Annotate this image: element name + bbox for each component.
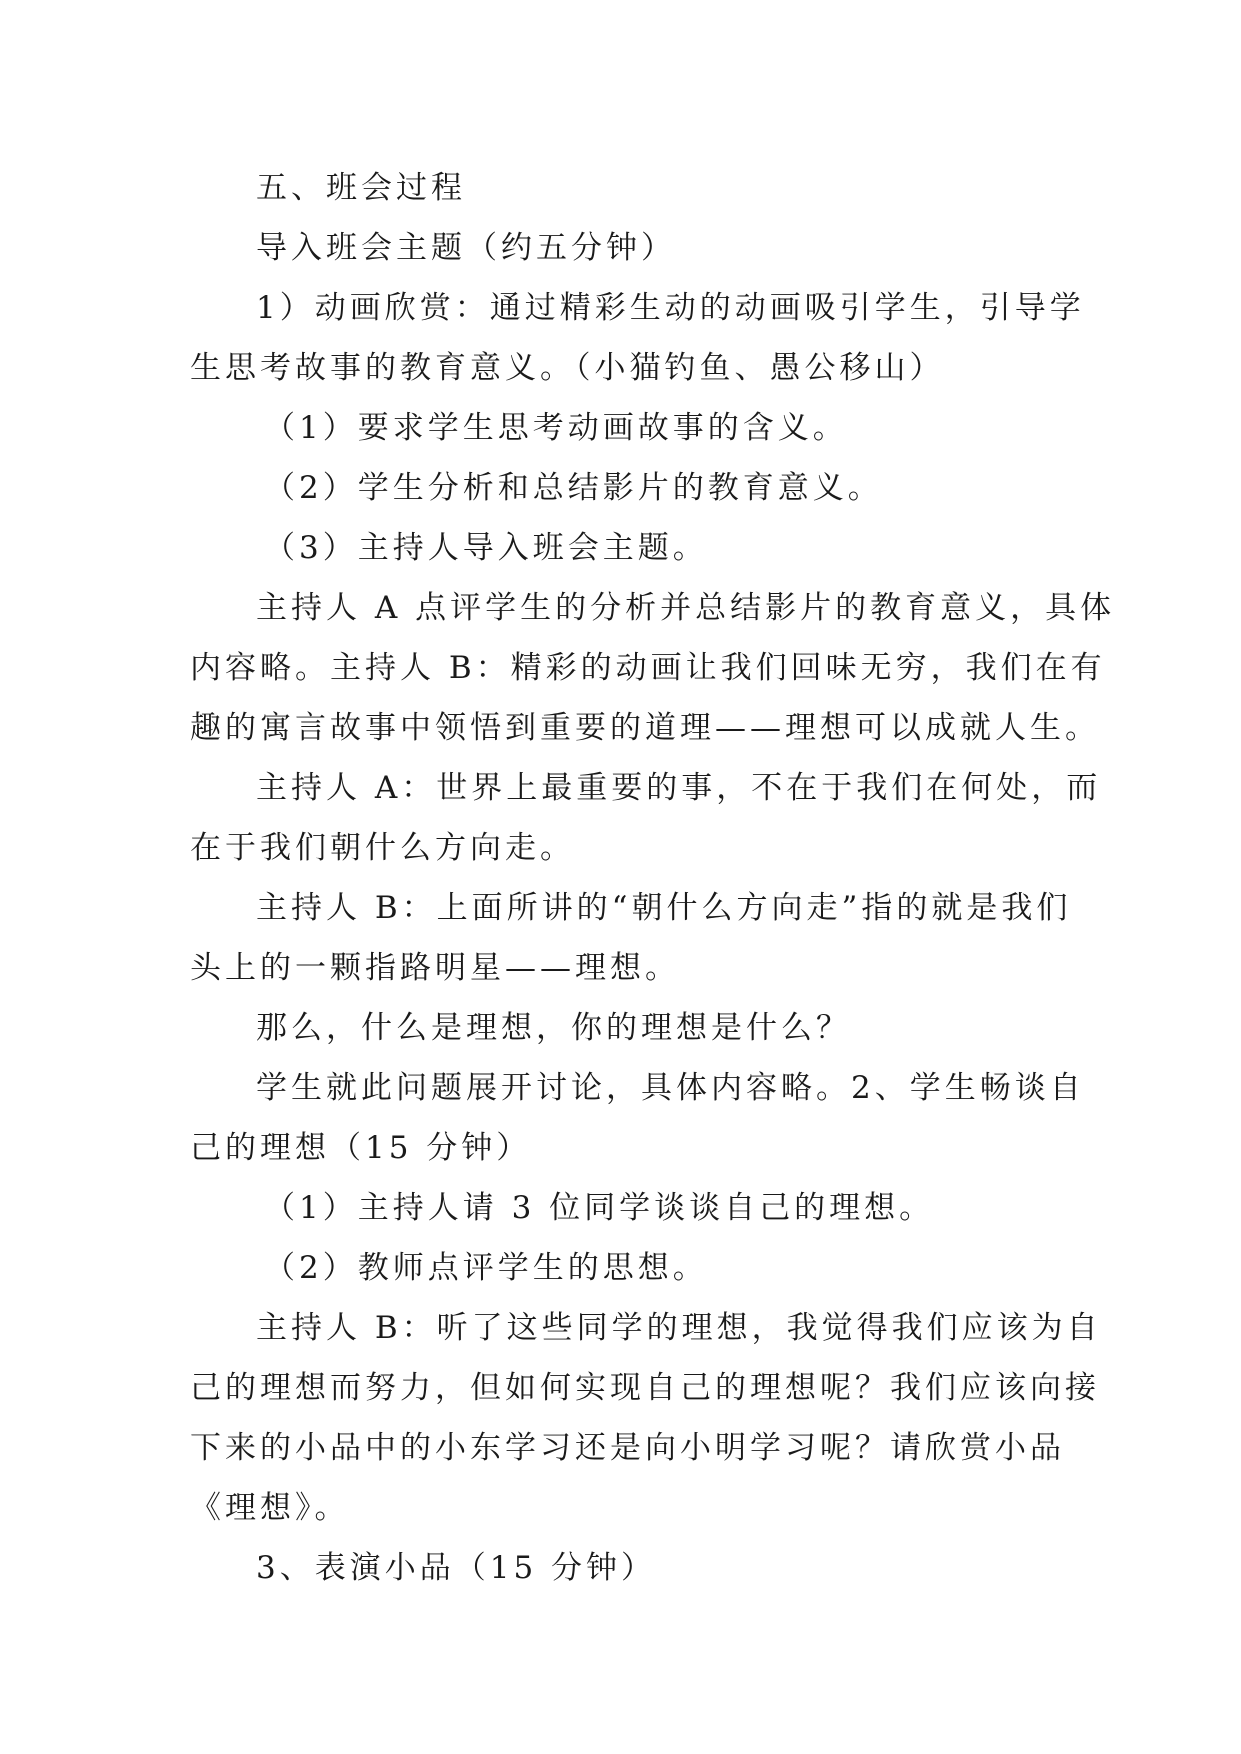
paragraph-line: 主持人 B：上面所讲的“朝什么方向走”指的就是我们 xyxy=(256,890,1072,926)
paragraph-line: 生思考故事的教育意义。（小猫钓鱼、愚公移山） xyxy=(190,350,945,386)
paragraph-line: 《理想》。 xyxy=(190,1490,350,1526)
list-item: （1）主持人请 3 位同学谈谈自己的理想。 xyxy=(264,1190,935,1226)
paragraph-line: 学生就此问题展开讨论，具体内容略。2、学生畅谈自 xyxy=(256,1070,1085,1106)
list-item: （2）教师点评学生的思想。 xyxy=(264,1250,708,1286)
section-heading: 五、班会过程 xyxy=(256,170,466,206)
paragraph-line: 己的理想而努力，但如何实现自己的理想呢？我们应该向接 xyxy=(190,1370,1100,1406)
paragraph-line: 主持人 A 点评学生的分析并总结影片的教育意义，具体 xyxy=(256,590,1116,626)
paragraph-line: 主持人 B：听了这些同学的理想，我觉得我们应该为自 xyxy=(256,1310,1102,1346)
paragraph-line: 趣的寓言故事中领悟到重要的道理——理想可以成就人生。 xyxy=(190,710,1100,746)
list-item: （2）学生分析和总结影片的教育意义。 xyxy=(264,470,883,506)
paragraph-line: 内容略。主持人 B：精彩的动画让我们回味无穷，我们在有 xyxy=(190,650,1106,686)
list-item: （1）要求学生思考动画故事的含义。 xyxy=(264,410,848,446)
paragraph-line: 在于我们朝什么方向走。 xyxy=(190,830,575,866)
document-body xyxy=(190,158,1116,1598)
paragraph-line: 己的理想（15 分钟） xyxy=(190,1130,532,1166)
paragraph-line: 1）动画欣赏：通过精彩生动的动画吸引学生，引导学 xyxy=(256,290,1085,326)
section-heading: 3、表演小品（15 分钟） xyxy=(256,1550,657,1586)
list-item: （3）主持人导入班会主题。 xyxy=(264,530,708,566)
paragraph-line: 那么，什么是理想，你的理想是什么？ xyxy=(256,1010,851,1046)
paragraph-line: 下来的小品中的小东学习还是向小明学习呢？请欣赏小品 xyxy=(190,1430,1065,1466)
paragraph-line: 头上的一颗指路明星——理想。 xyxy=(190,950,680,986)
paragraph-line: 主持人 A：世界上最重要的事，不在于我们在何处，而 xyxy=(256,770,1102,806)
subsection-heading: 导入班会主题（约五分钟） xyxy=(256,230,676,266)
